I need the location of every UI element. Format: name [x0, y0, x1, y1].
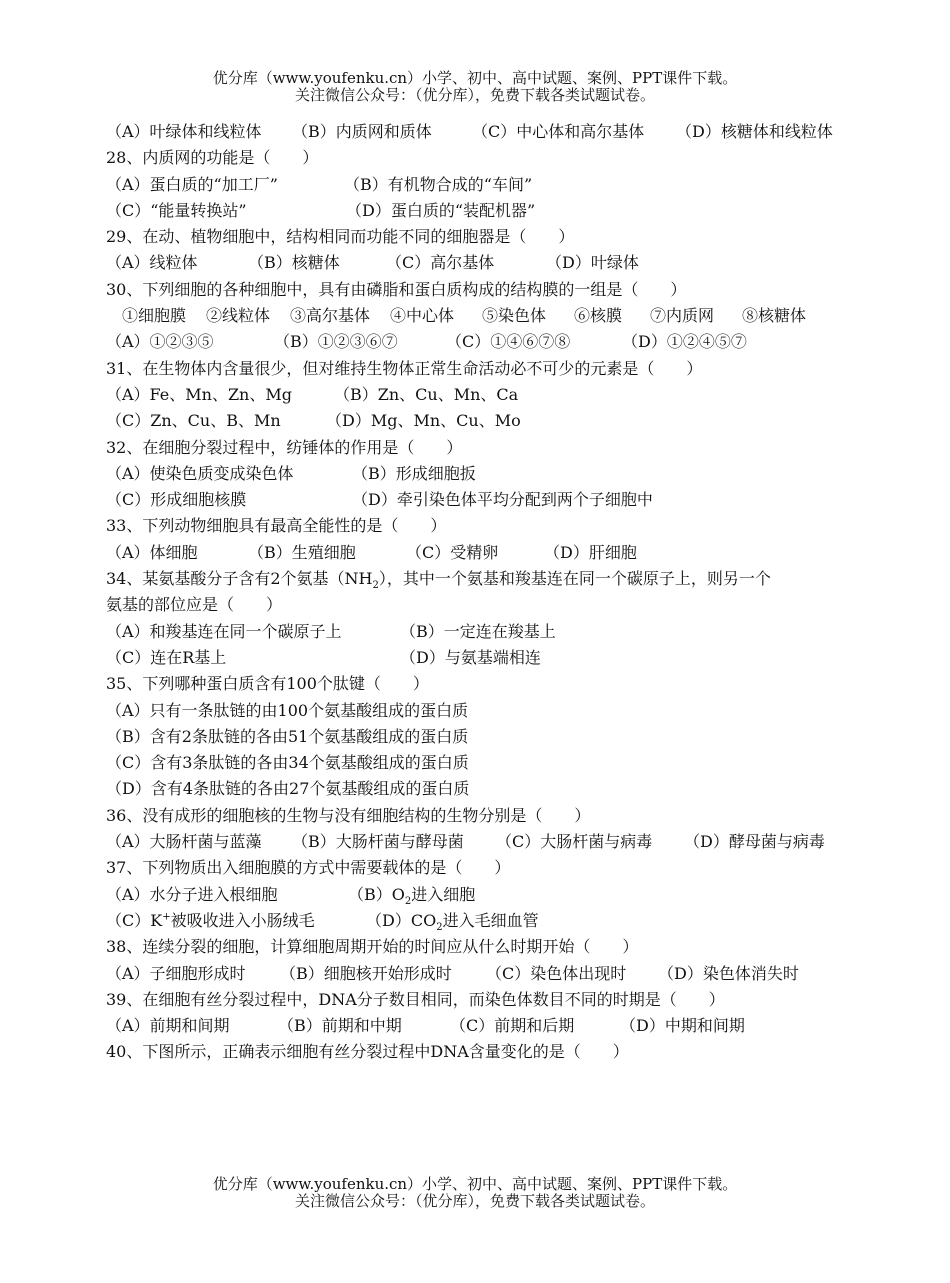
- q34-option-a: （A）和羧基连在同一个碳原子上: [106, 621, 342, 641]
- q30-stem: 30、下列细胞的各种细胞中，具有由磷脂和蛋白质构成的结构膜的一组是（ ）: [106, 279, 687, 299]
- q31-option-d: （D）Mg、Mn、Cu、Mo: [326, 411, 521, 431]
- q27-option-c: （C）中心体和高尔基体: [472, 122, 645, 141]
- q37-option-a: （A）水分子进入根细胞: [106, 884, 278, 904]
- q38-option-d: （D）染色体消失时: [658, 963, 799, 983]
- q37-option-c-superscript: +: [162, 911, 171, 923]
- q33-option-d: （D）肝细胞: [544, 542, 637, 562]
- q35-option-d: （D）含有4条肽链的各由27个氨基酸组成的蛋白质: [106, 779, 470, 799]
- question-list: [106, 119, 866, 1066]
- q35-option-b: （B）含有2条肽链的各由51个氨基酸组成的蛋白质: [106, 726, 469, 746]
- q36-option-c: （C）大肠杆菌与病毒: [496, 832, 653, 852]
- q30-item: ⑥核膜: [574, 306, 623, 326]
- q33-option-a: （A）体细胞: [106, 542, 198, 562]
- q37-option-c-part: （C）K: [106, 910, 163, 930]
- q36-options: [106, 829, 866, 855]
- q28-option-c: （C）“能量转换站”: [106, 200, 247, 220]
- q38-option-c: （C）染色体出现时: [486, 963, 627, 983]
- q32-option-c: （C）形成细胞核膜: [106, 490, 247, 510]
- q34-stem-subscript: 2: [372, 580, 379, 592]
- q31-option-c: （C）Zn、Cu、B、Mn: [106, 411, 281, 431]
- q32-options-row2: [106, 487, 866, 513]
- q28-option-d: （D）蛋白质的“装配机器”: [346, 200, 536, 220]
- q28-options-row1: [106, 172, 866, 198]
- q34-options-row1: [106, 619, 866, 645]
- q38-option-b: （B）细胞核开始形成时: [280, 963, 452, 983]
- q28-option-b: （B）有机物合成的“车间”: [344, 174, 533, 194]
- q29-option-c: （C）高尔基体: [386, 253, 495, 273]
- q33-stem: 33、下列动物细胞具有最高全能性的是（ ）: [106, 516, 447, 536]
- footer-line-2: 关注微信公众号：（优分库），免费下载各类试题试卷。: [294, 1192, 655, 1210]
- q30-option-d: （D）①②④⑤⑦: [622, 332, 747, 352]
- q35-stem: 35、下列哪种蛋白质含有100个肽键（ ）: [106, 674, 429, 694]
- q27-option-d: （D）核糖体和线粒体: [676, 122, 833, 141]
- q39-stem: 39、在细胞有丝分裂过程中，DNA分子数目相同，而染色体数目不同的时期是（ ）: [106, 989, 725, 1009]
- q29-option-a: （A）线粒体: [106, 253, 198, 273]
- q37-options-row1: [106, 882, 866, 908]
- q39-option-d: （D）中期和间期: [620, 1016, 745, 1036]
- q37-option-c-part: 被吸收进入小肠绒毛: [170, 910, 315, 930]
- q39-option-b: （B）前期和中期: [278, 1016, 402, 1036]
- q34-stem-line1: [106, 566, 866, 592]
- q30-item: ⑧核糖体: [742, 306, 807, 326]
- q31-options-row1: [106, 382, 866, 408]
- footer-line-1: 优分库（www.youfenku.cn）小学、初中、高中试题、案例、PPT课件下载。: [212, 1175, 738, 1193]
- q32-option-d: （D）牵引染色体平均分配到两个子细胞中: [352, 490, 653, 510]
- q39-options: [106, 1013, 866, 1039]
- q32-option-a: （A）使染色质变成染色体: [106, 463, 294, 483]
- q29-stem: 29、在动、植物细胞中，结构相同而功能不同的细胞器是（ ）: [106, 227, 575, 247]
- q34-options-row2: [106, 645, 866, 671]
- q30-item: ④中心体: [390, 306, 455, 326]
- q37-option-b-part: （B）O: [348, 884, 405, 904]
- q34-option-b: （B）一定连在羧基上: [400, 621, 556, 641]
- q30-item: ②线粒体: [206, 306, 271, 326]
- header-line-1: 优分库（www.youfenku.cn）小学、初中、高中试题、案例、PPT课件下载。: [212, 69, 738, 87]
- q38-stem: 38、连续分裂的细胞，计算细胞周期开始的时间应从什么时期开始（ ）: [106, 937, 639, 957]
- q27-option-b: （B）内质网和质体: [292, 122, 432, 141]
- q37-option-d: [366, 908, 539, 934]
- q33-option-c: （C）受精卵: [406, 542, 499, 562]
- q35-option-c: （C）含有3条肽链的各由34个氨基酸组成的蛋白质: [106, 753, 469, 773]
- q36-option-d: （D）酵母菌与病毒: [684, 832, 825, 852]
- q32-options-row1: [106, 461, 866, 487]
- q36-option-b: （B）大肠杆菌与酵母菌: [292, 832, 464, 852]
- q37-option-c: [106, 908, 366, 934]
- page-footer: [0, 1176, 950, 1210]
- q30-option-b: （B）①②③⑥⑦: [274, 332, 398, 352]
- header-line-2: 关注微信公众号：（优分库），免费下载各类试题试卷。: [294, 86, 655, 104]
- q32-stem: 32、在细胞分裂过程中，纺锤体的作用是（ ）: [106, 437, 463, 457]
- q38-options: [106, 961, 866, 987]
- q37-option-b: [348, 882, 475, 908]
- q28-options-row2: [106, 198, 866, 224]
- q34-stem-part: ），其中一个氨基和羧基连在同一个碳原子上，则另一个: [378, 569, 771, 589]
- q37-option-d-subscript: 2: [436, 922, 443, 934]
- q29-option-d: （D）叶绿体: [546, 253, 639, 273]
- q29-options: [106, 250, 866, 276]
- q30-items: [106, 303, 866, 329]
- q36-option-a: （A）大肠杆菌与蓝藻: [106, 832, 262, 852]
- q31-option-b: （B）Zn、Cu、Mn、Ca: [334, 384, 519, 404]
- q34-option-d: （D）与氨基端相连: [400, 647, 541, 667]
- q34-stem-part: 34、某氨基酸分子含有2个氨基（NH: [106, 569, 373, 589]
- q34-option-c: （C）连在R基上: [106, 647, 227, 667]
- q27-option-a: （A）叶绿体和线粒体: [106, 122, 262, 141]
- q37-option-d-part: 进入毛细血管: [442, 910, 539, 930]
- q30-item: ①细胞膜: [122, 306, 187, 326]
- q27-options: [106, 119, 866, 145]
- q39-option-c: （C）前期和后期: [450, 1016, 575, 1036]
- q37-options-row2: [106, 908, 866, 934]
- q33-option-b: （B）生殖细胞: [248, 542, 356, 562]
- q31-stem: 31、在生物体内含量很少，但对维持生物体正常生命活动必不可少的元素是（ ）: [106, 358, 703, 378]
- q33-options: [106, 540, 866, 566]
- q30-item: ⑦内质网: [650, 306, 715, 326]
- q34-stem-line2: 氨基的部位应是（ ）: [106, 595, 283, 615]
- q37-option-b-part: 进入细胞: [411, 884, 476, 904]
- q31-options-row2: [106, 408, 866, 434]
- q30-item: ③高尔基体: [290, 306, 371, 326]
- q29-option-b: （B）核糖体: [248, 253, 340, 273]
- q37-option-d-part: （D）CO: [366, 910, 437, 930]
- q40-stem: 40、下图所示，正确表示细胞有丝分裂过程中DNA含量变化的是（ ）: [106, 1042, 629, 1062]
- q28-stem: 28、内质网的功能是（ ）: [106, 148, 319, 168]
- q39-option-a: （A）前期和间期: [106, 1016, 230, 1036]
- q37-stem: 37、下列物质出入细胞膜的方式中需要载体的是（ ）: [106, 858, 511, 878]
- q35-option-a: （A）只有一条肽链的由100个氨基酸组成的蛋白质: [106, 700, 469, 720]
- q30-option-c: （C）①④⑥⑦⑧: [446, 332, 571, 352]
- q32-option-b: （B）形成细胞扳: [352, 463, 476, 483]
- q36-stem: 36、没有成形的细胞核的生物与没有细胞结构的生物分别是（ ）: [106, 805, 591, 825]
- q30-item: ⑤染色体: [482, 306, 547, 326]
- q30-options: [106, 329, 866, 355]
- q38-option-a: （A）子细胞形成时: [106, 963, 246, 983]
- q37-option-b-subscript: 2: [404, 895, 412, 907]
- q30-option-a: （A）①②③⑤: [106, 332, 214, 352]
- page-header: [0, 70, 950, 104]
- q28-option-a: （A）蛋白质的“加工厂”: [106, 174, 278, 194]
- q31-option-a: （A）Fe、Mn、Zn、Mg: [106, 384, 292, 404]
